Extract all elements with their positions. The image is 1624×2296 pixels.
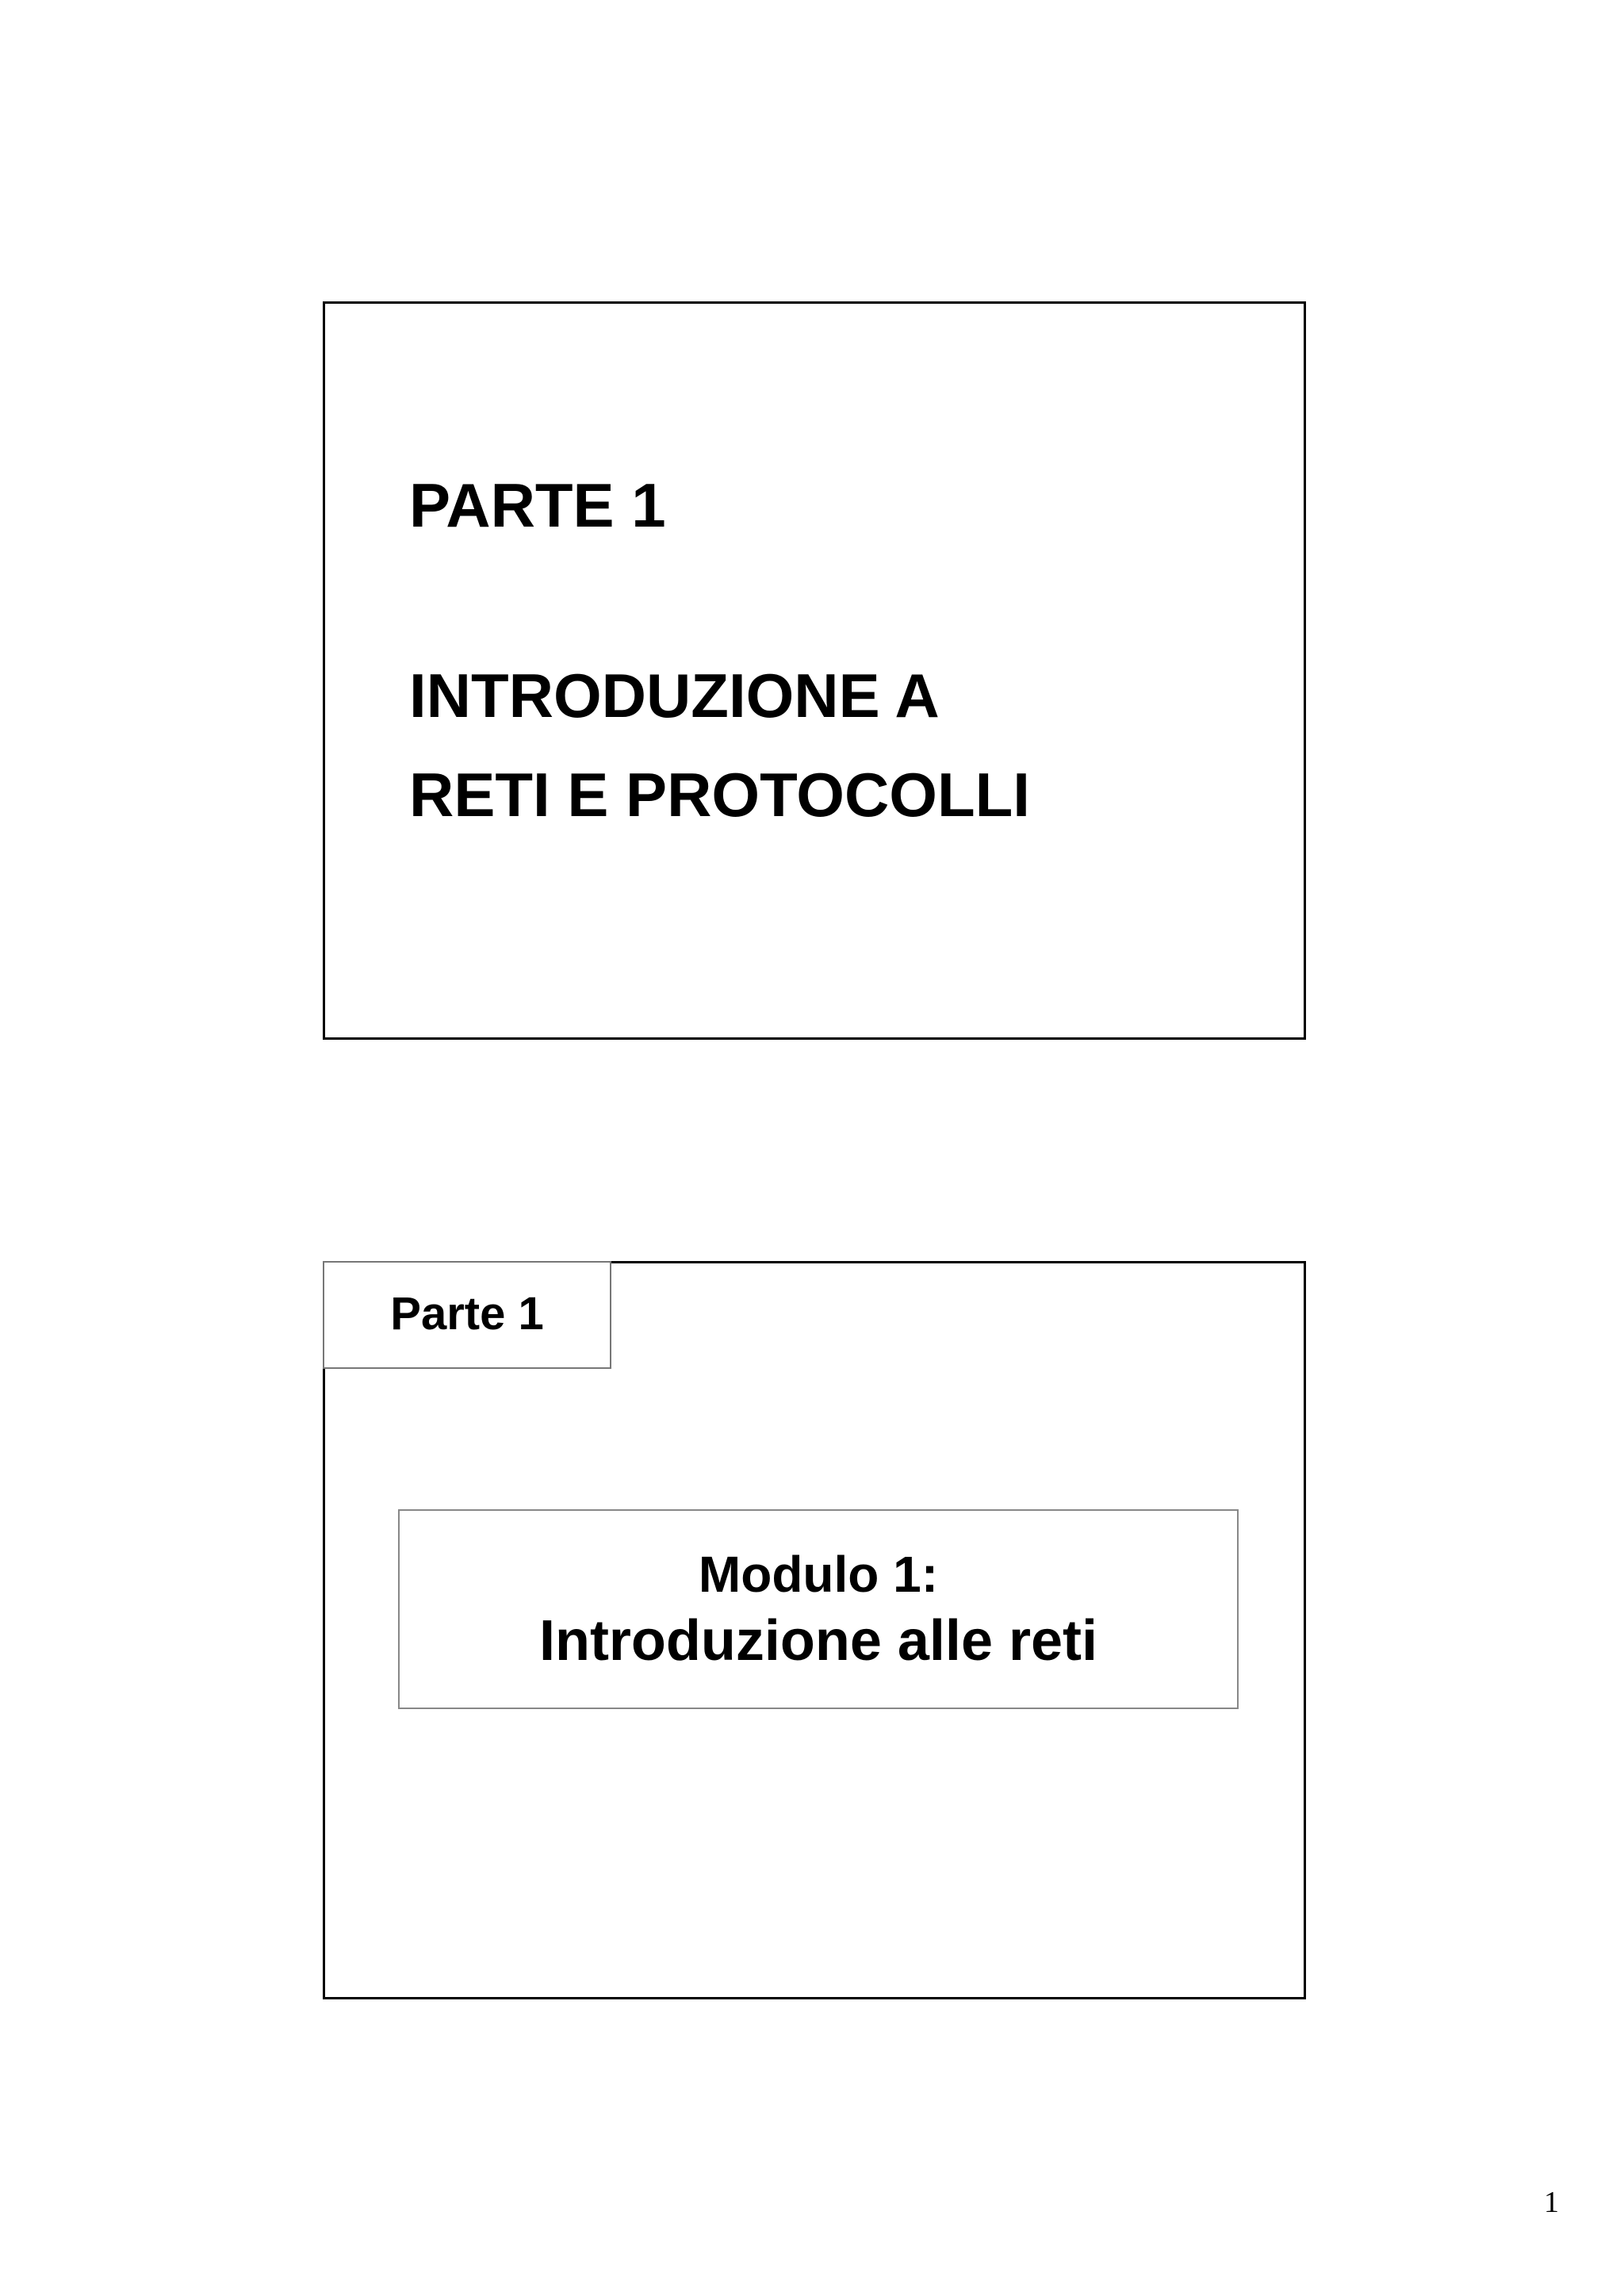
page-number: 1 <box>1544 2186 1559 2219</box>
part-tab-label: Parte 1 <box>390 1288 544 1340</box>
module-box <box>398 1509 1239 1709</box>
module-title: Introduzione alle reti <box>538 1609 1098 1673</box>
part-tab <box>323 1261 611 1369</box>
slide-2 <box>323 1261 1306 1999</box>
slide-1 <box>323 301 1306 1040</box>
module-number: Modulo 1: <box>698 1546 939 1603</box>
slide-subtitle-line-2: RETI E PROTOCOLLI <box>409 760 1030 830</box>
slide-title: PARTE 1 <box>409 470 666 540</box>
slide-subtitle-line-1: INTRODUZIONE A <box>409 661 940 730</box>
